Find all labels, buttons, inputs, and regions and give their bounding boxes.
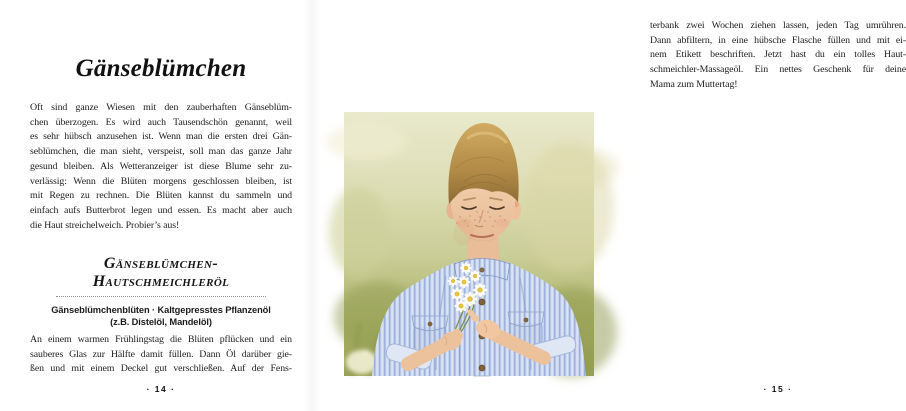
text-line: Oft sind ganze Wiesen mit den zauberhaften Gänseblüm- [30, 102, 292, 113]
ingredients-line2: (z.B. Distelöl, Mandelöl) [110, 316, 212, 327]
text-line: Mama zum Muttertag! [650, 78, 738, 90]
text-line: terbank zwei Wochen ziehen lassen, jeden Tag umrühren. [650, 20, 906, 31]
text-line: es sehr hübsch anzusehen ist. Wenn man die ersten drei Gän- [30, 131, 292, 143]
recipe-heading-line2: Hautschmeichleröl [92, 272, 230, 290]
text-line: schmeichler-Massageöl. Ein nettes Geschenk für deine [650, 64, 906, 76]
recipe-heading-line1: Gänseblümchen- [103, 255, 219, 272]
photo-illustration [344, 112, 594, 376]
text-line: einfach aufs Butterbrot legen und essen. Es macht aber auch [30, 204, 292, 216]
text-line: nem Etikett beschriften. Jetzt hast du ein tolles Haut- [650, 49, 906, 61]
ingredients-list [30, 305, 292, 329]
text-line: Dann abfiltern, in eine hübsche Flasche füllen und mit ei- [650, 34, 906, 46]
instructions-paragraph [30, 333, 292, 377]
text-line: sauberes Glas zur Hälfte damit füllen. Dann Öl darüber gie- [30, 348, 292, 360]
recipe-heading [56, 255, 266, 297]
right-page [312, 0, 906, 411]
text-line: gesund bleiben. Als Wetteranzeiger ist diese Blume sehr zu- [30, 160, 292, 172]
text-line: verlässig: Wenn die Blüten morgens geschlossen bleiben, ist [30, 175, 292, 187]
text-line: ßen und mit einem Deckel gut verschließen. Auf der Fens- [30, 363, 292, 375]
text-line: die Haut streichelweich. Probier’s aus! [30, 219, 180, 231]
text-line: seblümchen, die man sieht, verspeist, soll man das ganze Jahr [30, 146, 292, 158]
intro-paragraph [30, 101, 292, 233]
boy-with-daisies-photo [344, 112, 594, 376]
ingredients-line1: Gänseblümchenblüten · Kaltgepresstes Pflanzenöl [51, 305, 271, 315]
continuation-paragraph [650, 19, 906, 93]
page-number-right: · 15 · [763, 384, 793, 394]
text-line: chen überzogen. Es wird auch Tausendschön genannt, weil [30, 116, 292, 128]
page-number-left: · 14 · [146, 384, 176, 394]
text-line: mit Regen zu rechnen. Die Blüten kannst du sammeln und [30, 190, 292, 202]
chapter-title: Gänseblümchen [75, 55, 247, 82]
text-line: An einem warmen Frühlingstag die Blüten pflücken und ein [30, 334, 292, 345]
left-page [0, 0, 312, 411]
